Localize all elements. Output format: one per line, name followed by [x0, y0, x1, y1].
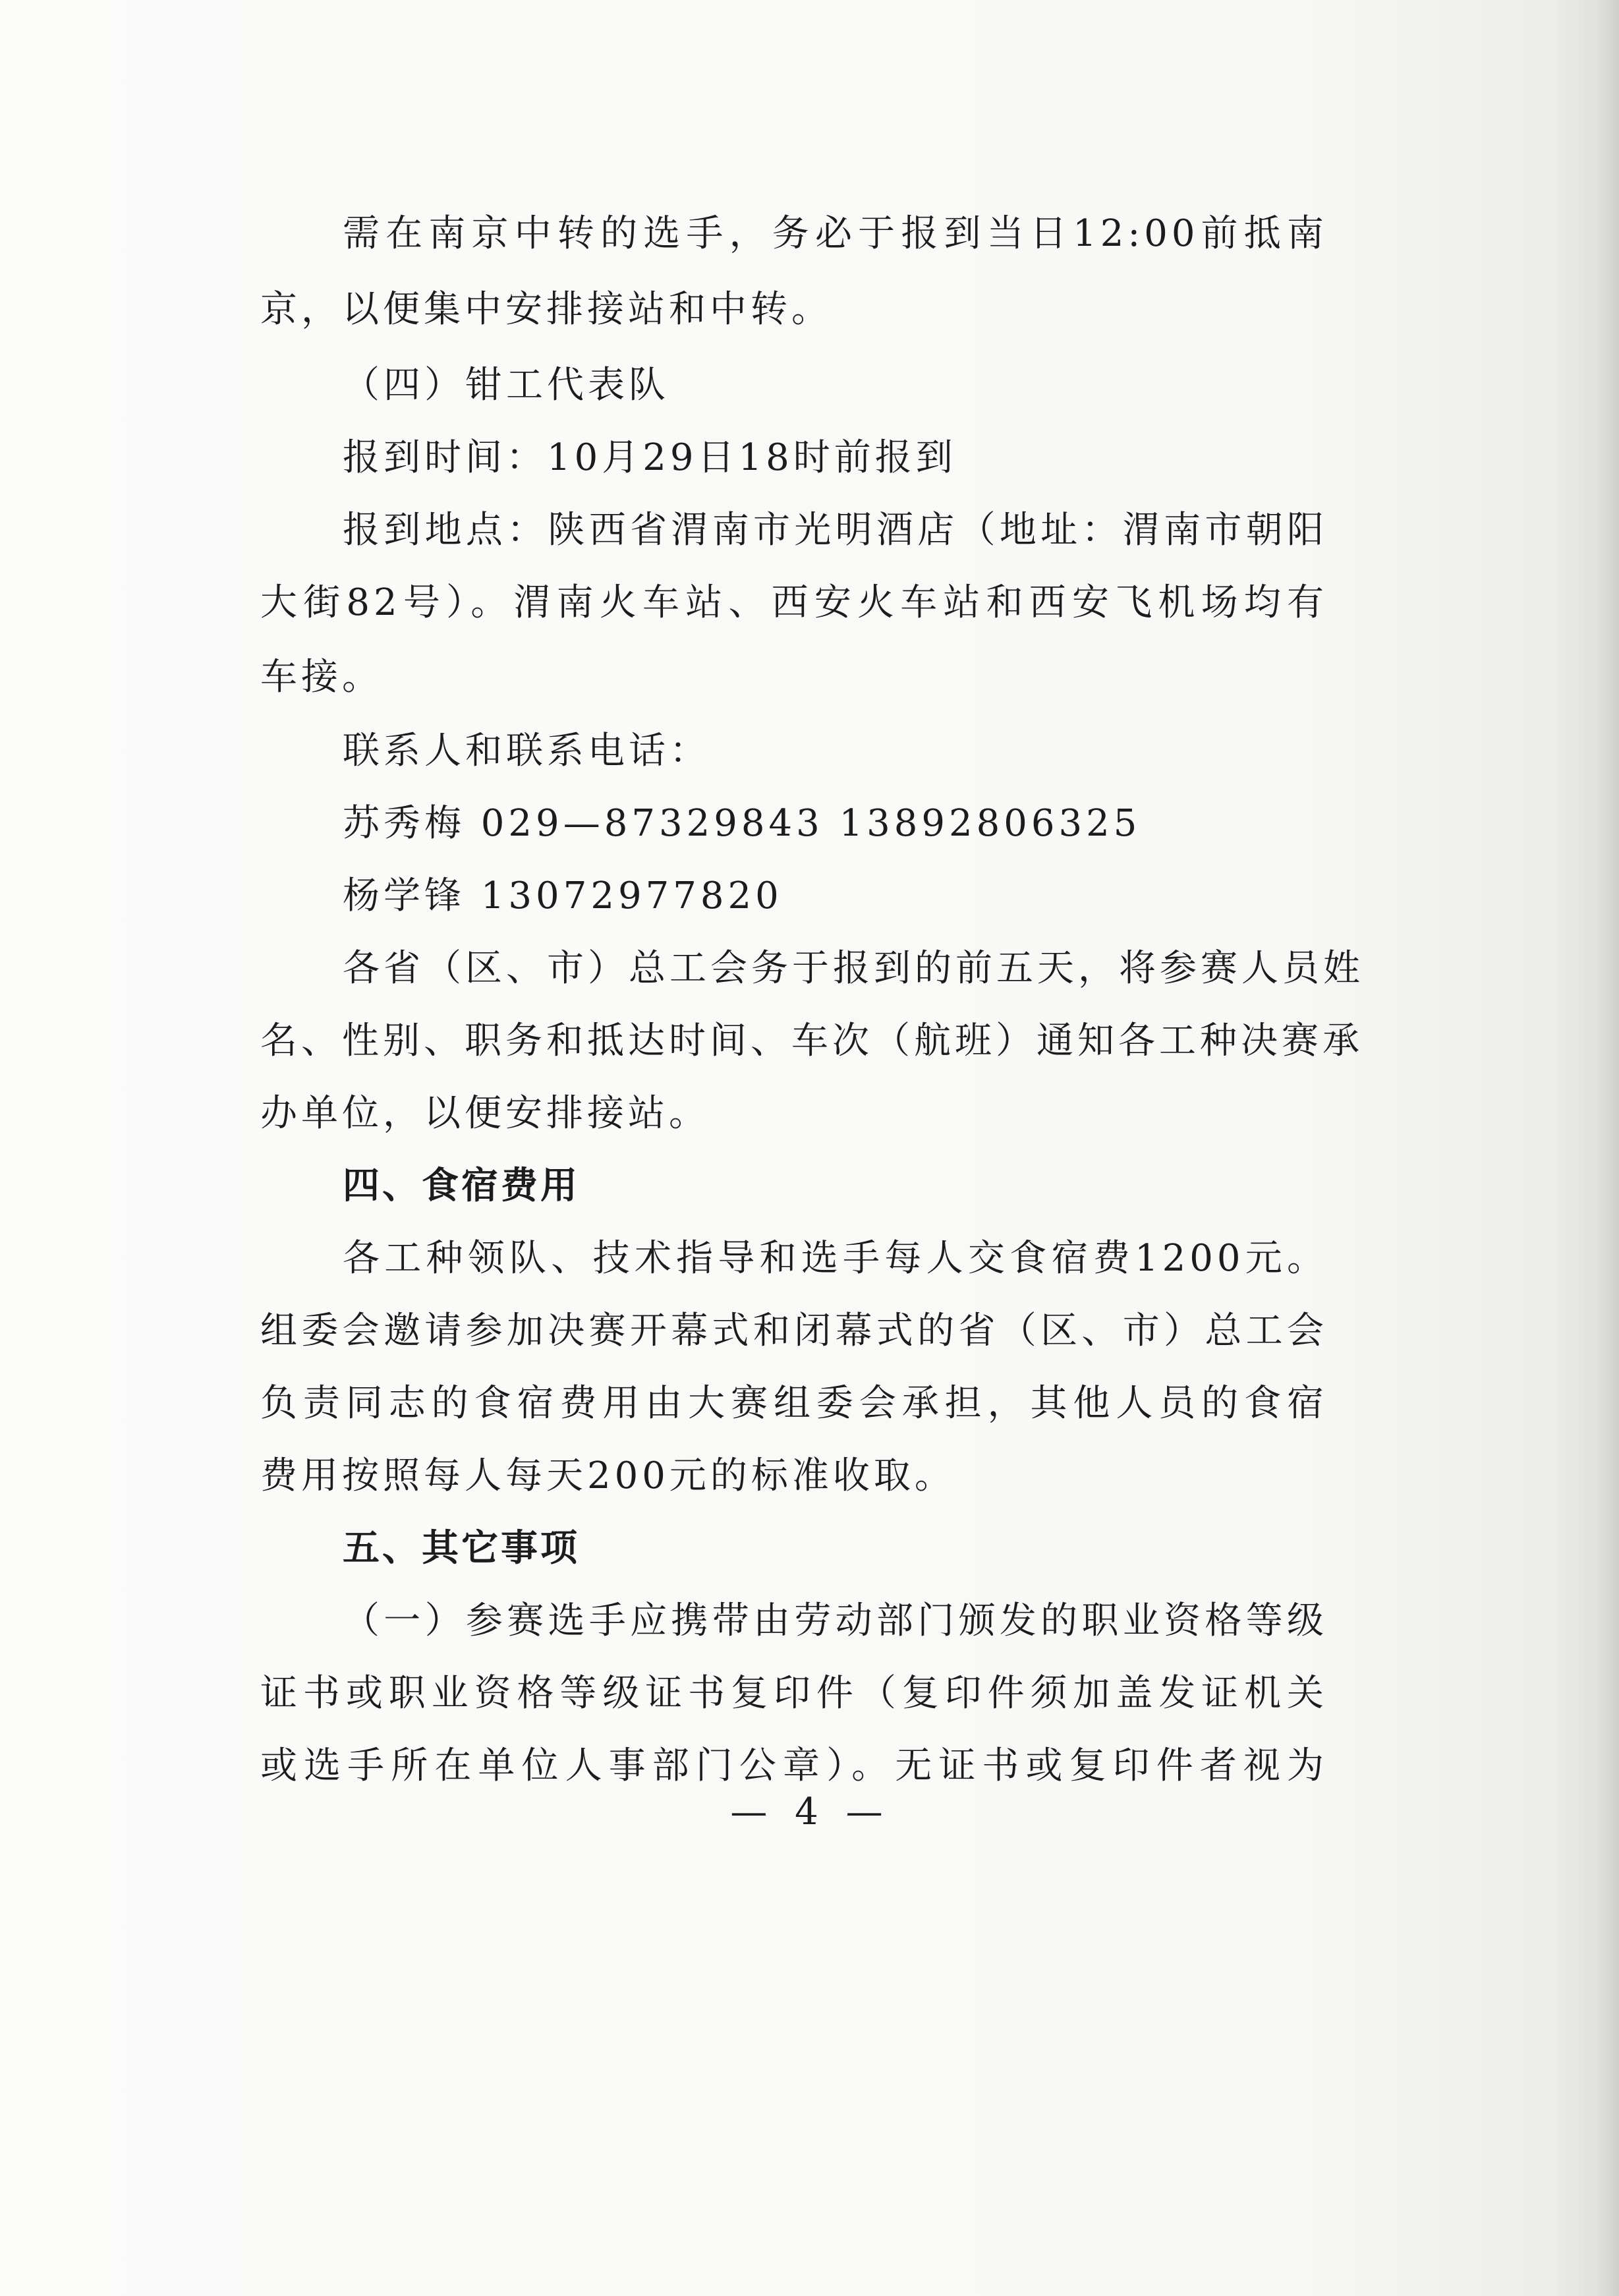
section-heading: 四、食宿费用 — [343, 1164, 580, 1207]
text-line: 车接。 — [260, 656, 383, 699]
text-line: 办单位，以便安排接站。 — [260, 1092, 710, 1135]
text-line: （四）钳工代表队 — [343, 364, 669, 407]
text-line: 或选手所在单位人事部门公章）。无证书或复印件者视为 — [260, 1744, 1328, 1787]
text-line: 报到时间：10月29日18时前报到 — [343, 436, 957, 479]
text-line: 各工种领队、技术指导和选手每人交食宿费1200元。 — [343, 1237, 1328, 1280]
text-line: 证书或职业资格等级证书复印件（复印件须加盖发证机关 — [260, 1672, 1328, 1715]
text-line: 联系人和联系电话： — [343, 730, 710, 772]
text-line: 苏秀梅 029—87329843 13892806325 — [343, 802, 1141, 845]
text-line: 组委会邀请参加决赛开幕式和闭幕式的省（区、市）总工会 — [260, 1309, 1328, 1352]
text-line: 需在南京中转的选手，务必于报到当日12:00前抵南 — [343, 212, 1328, 255]
text-line: （一）参赛选手应携带由劳动部门颁发的职业资格等级 — [343, 1599, 1328, 1642]
text-line: 杨学锋 13072977820 — [343, 875, 783, 917]
page-number: — 4 — — [730, 1791, 891, 1833]
text-line: 负责同志的食宿费用由大赛组委会承担，其他人员的食宿 — [260, 1382, 1328, 1425]
text-line: 各省（区、市）总工会务于报到的前五天，将参赛人员姓 — [343, 947, 1364, 990]
scan-edge — [1594, 0, 1619, 2296]
text-line: 费用按照每人每天200元的标准收取。 — [260, 1454, 955, 1497]
text-line: 报到地点：陕西省渭南市光明酒店（地址：渭南市朝阳 — [343, 509, 1328, 552]
text-line: 名、性别、职务和抵达时间、车次（航班）通知各工种决赛承 — [260, 1019, 1363, 1062]
section-heading: 五、其它事项 — [343, 1527, 580, 1570]
text-line: 大街82号）。渭南火车站、西安火车站和西安飞机场均有 — [260, 581, 1328, 624]
text-line: 京，以便集中安排接站和中转。 — [260, 288, 832, 331]
